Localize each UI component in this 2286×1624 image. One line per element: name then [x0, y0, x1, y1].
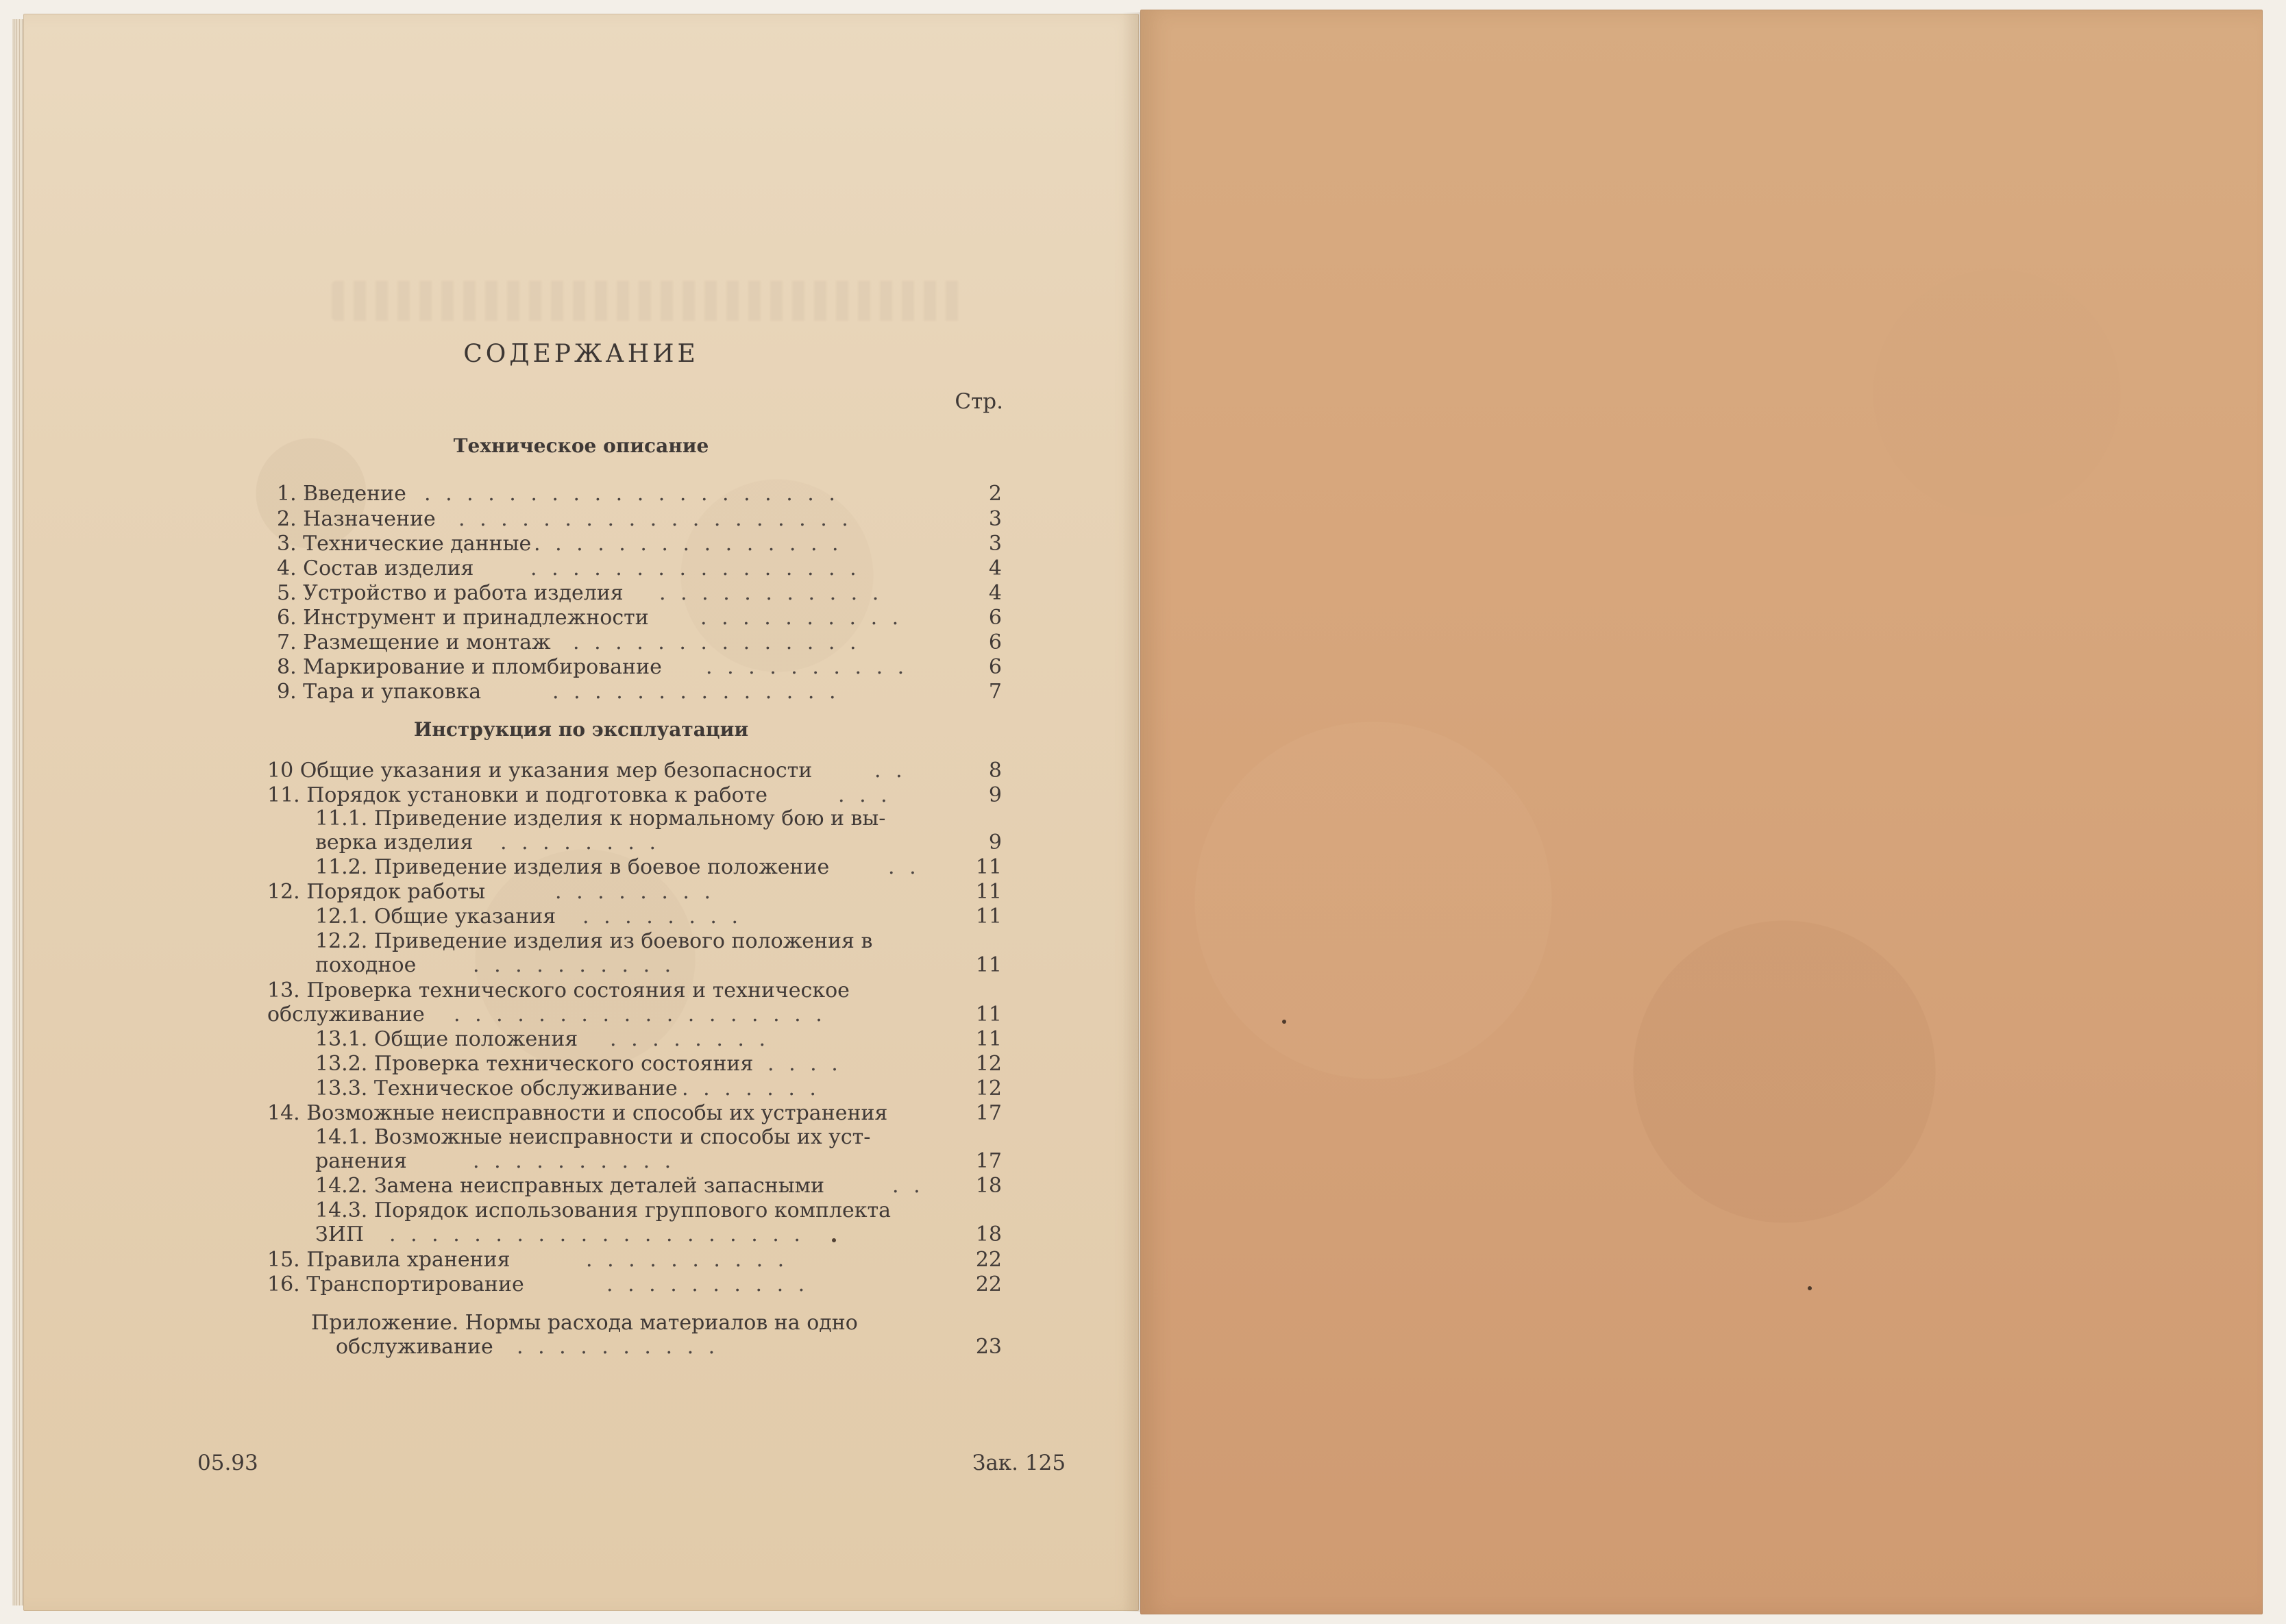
- section-technical-description: Техническое описание: [453, 434, 709, 457]
- page-title: СОДЕРЖАНИЕ: [463, 340, 699, 368]
- toc-page-number: 7: [988, 680, 1002, 704]
- toc-dot-leader: . . . . . . . .: [500, 831, 661, 854]
- toc-dot-leader: . . . . . . . .: [610, 1027, 770, 1051]
- toc-entry-text-line-2: ранения: [315, 1149, 407, 1173]
- toc-entry: [315, 1125, 1002, 1173]
- toc-page-number: 3: [988, 507, 1002, 531]
- toc-entry-text: 13.2. Проверка технического состояния: [315, 1052, 754, 1076]
- toc-entry-text-line-1: 14.3. Порядок использования группового комплекта: [315, 1198, 892, 1222]
- toc-page-number: 9: [988, 831, 1002, 854]
- toc-entry-text-line-2: ЗИП: [315, 1222, 365, 1246]
- toc-entry-text: 13.3. Техническое обслуживание: [315, 1076, 678, 1100]
- toc-entry-text-line-2: обслуживание: [267, 1002, 425, 1026]
- toc-dot-leader: . . . . . . . . . .: [517, 1335, 720, 1359]
- toc-dot-leader: . . . . . . .: [682, 1076, 820, 1100]
- toc-entry-text: 3. Технические данные: [277, 532, 532, 556]
- toc-entry-text: 14.2. Замена неисправных деталей запасными: [315, 1174, 824, 1198]
- footer-order-number: Зак. 125: [972, 1451, 1066, 1475]
- toc-dot-leader: . . . . . . . .: [582, 905, 743, 928]
- toc-dot-leader: . . . . . . . . . . . . . .: [573, 630, 861, 654]
- toc-entry-text: 2. Назначение: [277, 507, 436, 531]
- toc-entry-text: 4. Состав изделия: [277, 556, 474, 580]
- toc-page-number: 22: [975, 1248, 1002, 1272]
- table-of-contents: [23, 14, 1139, 1611]
- toc-dot-leader: . . . . . . . .: [555, 880, 715, 904]
- toc-page-number: 11: [975, 1027, 1002, 1051]
- toc-dot-leader: . . . . . . . . . . .: [659, 581, 883, 605]
- toc-page-number: 2: [988, 482, 1002, 506]
- toc-entry-text-line-2: верка изделия: [315, 831, 474, 854]
- toc-dot-leader: . . . . . . . . . . . . . . . . . . . .: [389, 1222, 804, 1246]
- toc-entry-text-line-1: 11.1. Приведение изделия к нормальному бою и вы-: [315, 807, 886, 831]
- toc-dot-leader: . . . .: [767, 1052, 842, 1076]
- toc-dot-leader: . . . . . . . . . . . . . . .: [534, 532, 843, 556]
- toc-entry-text: 14. Возможные неисправности и способы их устранения: [267, 1101, 888, 1125]
- toc-dot-leader: . . . . . . . . . . . . . . . .: [530, 556, 861, 580]
- toc-entry-text: 15. Правила хранения: [267, 1248, 511, 1272]
- toc-page-number: 12: [975, 1052, 1002, 1076]
- toc-dot-leader: . . . . . . . . . . . . . . . . . .: [454, 1002, 826, 1026]
- toc-page-number: 11: [975, 953, 1002, 977]
- contents-page: [23, 14, 1139, 1611]
- toc-dot-leader: . . . . . . . . . .: [700, 606, 903, 630]
- toc-page-number: 6: [988, 606, 1002, 630]
- toc-page-number: 18: [975, 1174, 1002, 1198]
- toc-dot-leader: . .: [892, 1174, 924, 1198]
- toc-dot-leader: . . . . . . . . . .: [473, 953, 676, 977]
- section-operation-instructions: Инструкция по эксплуатации: [413, 718, 749, 741]
- toc-entry-text-line-1: Приложение. Нормы расхода материалов на одно: [311, 1311, 858, 1335]
- toc-entry-text: 9. Тара и упаковка: [277, 680, 482, 704]
- footer-code: 05.93: [197, 1451, 258, 1475]
- toc-dot-leader: . . . . . . . . . . . . . .: [552, 680, 840, 704]
- toc-page-number: 11: [975, 1002, 1002, 1026]
- toc-dot-leader: . . .: [838, 783, 892, 807]
- toc-entry-text-line-2: походное: [315, 953, 417, 977]
- toc-dot-leader: . . . . . . . . . . . . . . . . . . . .: [424, 482, 839, 506]
- ink-speck: [1282, 1020, 1286, 1024]
- toc-dot-leader: . . . . . . . . . .: [606, 1272, 809, 1296]
- toc-page-number: 9: [988, 783, 1002, 807]
- toc-dot-leader: . . . . . . . . . .: [473, 1149, 676, 1173]
- toc-page-number: 4: [988, 581, 1002, 605]
- left-page: [23, 14, 1139, 1611]
- toc-dot-leader: . .: [874, 759, 907, 783]
- toc-entry-text: 6. Инструмент и принадлежности: [277, 606, 649, 630]
- toc-page-number: 4: [988, 556, 1002, 580]
- toc-page-number: 23: [975, 1335, 1002, 1359]
- right-page-cover: [1140, 10, 2263, 1614]
- toc-entry-text: 16. Транспортирование: [267, 1272, 524, 1296]
- toc-dot-leader: . . . . . . . . . .: [706, 655, 909, 679]
- toc-entry: [311, 1311, 1002, 1360]
- toc-entry-text: 12.1. Общие указания: [315, 905, 556, 928]
- toc-entry-text: 11.2. Приведение изделия в боевое положение: [315, 855, 830, 879]
- toc-page-number: 11: [975, 905, 1002, 928]
- toc-entry-text: 13.1. Общие положения: [315, 1027, 578, 1051]
- toc-page-number: 11: [975, 855, 1002, 879]
- toc-page-number: 3: [988, 532, 1002, 556]
- toc-dot-leader: . . . . . . . . . .: [586, 1248, 789, 1272]
- ink-speck: [1808, 1286, 1812, 1290]
- toc-dot-leader: . .: [888, 855, 920, 879]
- toc-entry-text-line-2: обслуживание: [336, 1335, 493, 1359]
- toc-page-number: 17: [975, 1101, 1002, 1125]
- toc-page-number: 6: [988, 655, 1002, 679]
- toc-entry-text: 1. Введение: [277, 482, 406, 506]
- toc-page-number: 8: [988, 759, 1002, 783]
- toc-entry: [315, 1198, 1002, 1246]
- toc-entry-text: 12. Порядок работы: [267, 880, 486, 904]
- toc-page-number: 18: [975, 1222, 1002, 1246]
- toc-page-number: 6: [988, 630, 1002, 654]
- toc-page-number: 22: [975, 1272, 1002, 1296]
- toc-page-number: 12: [975, 1076, 1002, 1100]
- toc-entry-text-line-1: 12.2. Приведение изделия из боевого положения в: [315, 929, 873, 953]
- toc-entry-text: 5. Устройство и работа изделия: [277, 581, 624, 605]
- ink-speck: [832, 1238, 836, 1242]
- toc-dot-leader: . . . . . . . . . . . . . . . . . . .: [458, 507, 852, 531]
- toc-entry-text-line-1: 13. Проверка технического состояния и техническое: [267, 979, 850, 1002]
- toc-entry-text: 8. Маркирование и пломбирование: [277, 655, 662, 679]
- toc-page-number: 11: [975, 880, 1002, 904]
- toc-entry-text: 10 Общие указания и указания мер безопасности: [267, 759, 813, 783]
- toc-entry-text: 11. Порядок установки и подготовка к работе: [267, 783, 767, 807]
- page-number-label: Стр.: [955, 389, 1003, 414]
- toc-page-number: 17: [975, 1149, 1002, 1173]
- toc-entry-text-line-1: 14.1. Возможные неисправности и способы их уст-: [315, 1125, 871, 1149]
- toc-entry-text: 7. Размещение и монтаж: [277, 630, 551, 654]
- toc-entry: [315, 929, 1002, 977]
- toc-entry: [267, 979, 1002, 1026]
- toc-entry: [315, 807, 1002, 854]
